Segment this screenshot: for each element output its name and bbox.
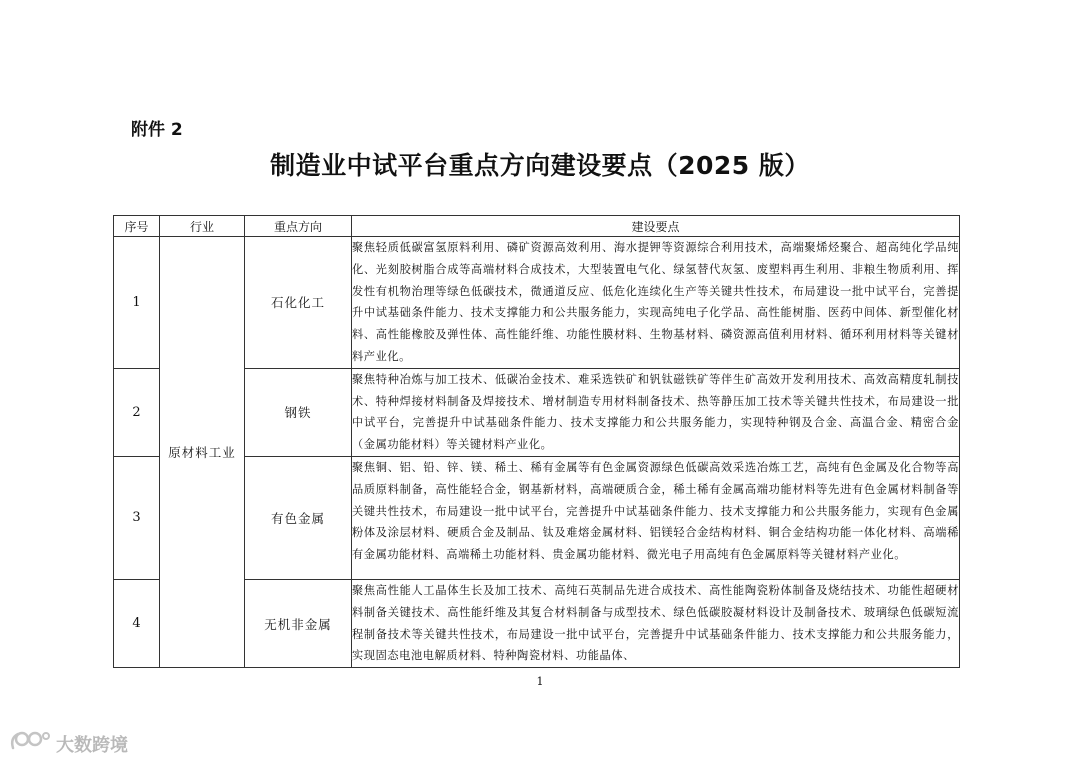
industry-cell: 原材料工业 [160,237,245,668]
direction-cell: 石化化工 [245,237,352,369]
document-title: 制造业中试平台重点方向建设要点（2025 版） [270,151,810,180]
key-points-cell: 聚焦轻质低碳富氢原料利用、磷矿资源高效利用、海水提钾等资源综合利用技术，高端聚烯烃聚合、超高纯化学品纯化、光刻胶树脂合成等高端材料合成技术，大型装置电气化、绿氢替代灰氢、废塑料再生利用、非粮生物质利用、挥发性有机物治理等绿色低碳技术，微通道反应、低危化连续化生产等关键共性技术，布局建设一批中试平台，完善提升中试基础条件能力、技术支撑能力和公共服务能力，实现高纯电子化学品、高性能树脂、医药中间体、新型催化材料、高性能橡胶及弹性体、高性能纤维、功能性膜材料、生物基材料、磷资源高值利用材料、循环利用材料等关键材料产业化。 [352,237,960,369]
direction-cell: 钢铁 [245,368,352,456]
row-number: 3 [114,456,160,579]
header-direction: 重点方向 [245,216,352,237]
watermark [8,728,128,759]
header-key-points: 建设要点 [352,216,960,237]
watermark-text: 大数跨境 [56,734,128,756]
requirements-table [113,215,960,668]
row-number: 1 [114,237,160,369]
table-header-row [114,216,960,237]
attachment-label: 附件 2 [131,120,183,140]
direction-cell: 有色金属 [245,456,352,579]
page-number: 1 [536,675,544,688]
direction-cell: 无机非金属 [245,579,352,667]
header-no: 序号 [114,216,160,237]
row-number: 4 [114,579,160,667]
header-industry: 行业 [160,216,245,237]
table-row [114,237,960,369]
key-points-cell: 聚焦铜、铝、铅、锌、镁、稀土、稀有金属等有色金属资源绿色低碳高效采选冶炼工艺，高纯有色金属及化合物等高品质原料制备，高性能轻合金，钢基新材料，高端硬质合金，稀土稀有金属高端功能材料等先进有色金属材料制备等关键共性技术，布局建设一批中试平台，完善提升中试基础条件能力、技术支撑能力和公共服务能力，实现有色金属粉体及涂层材料、硬质合金及制品、钛及难熔金属材料、铝镁轻合金结构材料、铜合金结构功能一体化材料、高端稀有金属功能材料、高端稀土功能材料、贵金属功能材料、微光电子用高纯有色金属原料等关键材料产业化。 [352,456,960,579]
key-points-cell: 聚焦特种冶炼与加工技术、低碳冶金技术、难采选铁矿和钒钛磁铁矿等伴生矿高效开发利用技术、高效高精度轧制技术、特种焊接材料制备及焊接技术、增材制造专用材料制备技术、热等静压加工技术等关键共性技术，布局建设一批中试平台，完善提升中试基础条件能力、技术支撑能力和公共服务能力，实现特种钢及合金、高温合金、精密合金（金属功能材料）等关键材料产业化。 [352,368,960,456]
key-points-cell: 聚焦高性能人工晶体生长及加工技术、高纯石英制品先进合成技术、高性能陶瓷粉体制备及烧结技术、功能性超硬材料制备关键技术、高性能纤维及其复合材料制备与成型技术、绿色低碳胶凝材料设计及制备技术、玻璃绿色低碳短流程制备技术等关键共性技术，布局建设一批中试平台，完善提升中试基础条件能力、技术支撑能力和公共服务能力，实现固态电池电解质材料、特种陶瓷材料、功能晶体、 [352,579,960,667]
row-number: 2 [114,368,160,456]
watermark-logo-icon [8,728,52,759]
